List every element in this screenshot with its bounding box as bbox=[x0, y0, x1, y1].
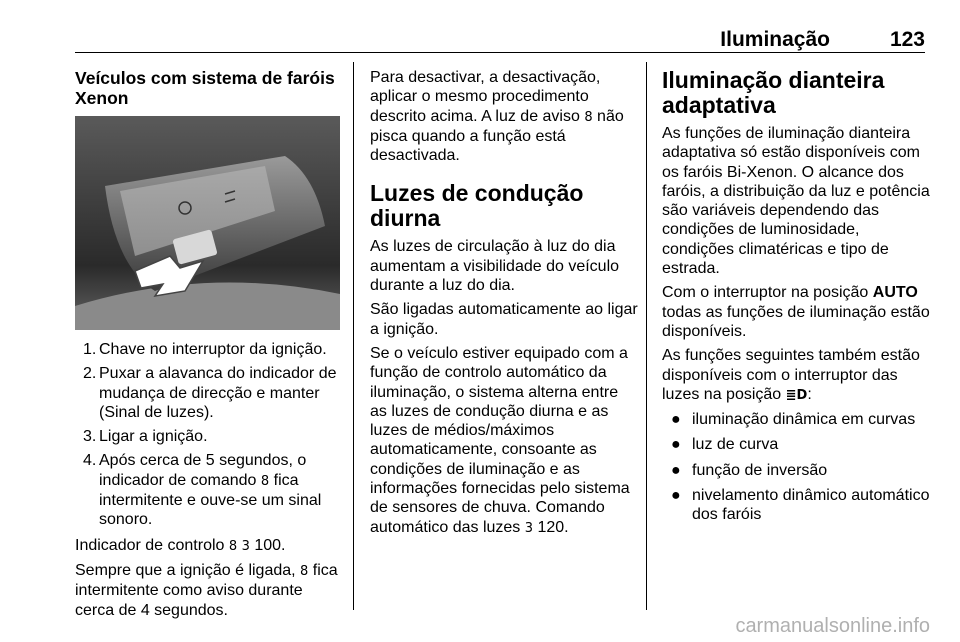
afl-paragraph-3: As funções seguintes também estão disponíveis com o interruptor das luzes na posição ≣D: bbox=[662, 347, 920, 403]
ref-arrow-icon: 3 bbox=[524, 520, 534, 536]
header-rule bbox=[75, 52, 925, 53]
afl-paragraph-1: As funções de iluminação dianteira adaptativa só estão disponíveis com os faróis Bi-Xenon. O alcance dos faróis, a distribuição da luz e potência são variáveis dependendo das condições de luminosidade, condições climatéricas e tipo de estrada. bbox=[662, 125, 930, 278]
headlight-stalk-illustration bbox=[75, 116, 340, 330]
list-item: ● nivelamento dinâmico automático dos faróis bbox=[671, 487, 930, 524]
lamp-icon: 8 bbox=[584, 109, 593, 125]
ref-arrow-icon: 3 bbox=[241, 538, 250, 554]
column-2 bbox=[370, 68, 638, 543]
xenon-heading: Veículos com sistema de faróis Xenon bbox=[75, 68, 335, 108]
list-item: ● função de inversão bbox=[671, 461, 828, 479]
column-1 bbox=[75, 68, 343, 625]
list-item: ● luz de curva bbox=[671, 436, 779, 454]
list-item: 2. Puxar a alavanca do indicador de mudança de direcção e manter (Sinal de luzes). bbox=[83, 365, 337, 421]
page-header bbox=[75, 28, 925, 50]
afl-paragraph-2: Com o interruptor na posição AUTO todas as funções de iluminação estão disponíveis. bbox=[662, 284, 930, 340]
control-indicator-text: Indicador de controlo 8 3 100. bbox=[75, 536, 286, 554]
drl-paragraph-1: As luzes de circulação à luz do dia aumentam a visibilidade do veículo durante a luz do dia. bbox=[370, 238, 620, 295]
list-item: ● iluminação dinâmica em curvas bbox=[671, 411, 916, 429]
afl-heading: Iluminação dianteira adaptativa bbox=[662, 67, 885, 118]
function-list bbox=[662, 410, 930, 524]
ignition-warning-text: Sempre que a ignição é ligada, 8 fica intermitente como aviso durante cerca de 4 segundos. bbox=[75, 561, 338, 619]
high-beam-icon: ≣D bbox=[785, 387, 808, 403]
lamp-icon: 8 bbox=[228, 538, 238, 554]
list-item: 3. Ligar a ignição. bbox=[83, 428, 208, 446]
step-list bbox=[75, 340, 343, 530]
column-3 bbox=[662, 68, 930, 531]
stalk-figure bbox=[75, 116, 340, 330]
page-number: 123 bbox=[889, 28, 925, 51]
lamp-icon: 8 bbox=[300, 563, 309, 579]
column-divider-2 bbox=[646, 62, 647, 610]
column-divider-1 bbox=[353, 62, 354, 610]
deactivate-text: Para desactivar, a desactivação, aplicar o mesmo procedimento descrito acima. A luz de aviso 8 não pisca quando a função está desactivada. bbox=[370, 69, 624, 165]
lamp-icon: 8 bbox=[260, 473, 270, 489]
drl-paragraph-2: São ligadas automaticamente ao ligar a ignição. bbox=[370, 301, 638, 338]
drl-paragraph-3: Se o veículo estiver equipado com a função de controlo automático da iluminação, o sistema alterna entre as luzes de condução diurna e as luzes de médios/máximos automaticamente, consoante as condições de iluminação e as informações fornecidas pelo sistema de sensores de chuva. Comando automático das luzes 3 120. bbox=[370, 344, 630, 536]
drl-heading: Luzes de condução diurna bbox=[370, 180, 584, 232]
list-item: 4. Após cerca de 5 segundos, o indicador de comando 8 fica intermitente e ouve-se um sinal sonoro. bbox=[83, 452, 322, 529]
section-title: Iluminação bbox=[720, 28, 830, 51]
watermark: carmanualsonline.info bbox=[735, 615, 930, 637]
list-item: 1. Chave no interruptor da ignição. bbox=[83, 341, 327, 358]
